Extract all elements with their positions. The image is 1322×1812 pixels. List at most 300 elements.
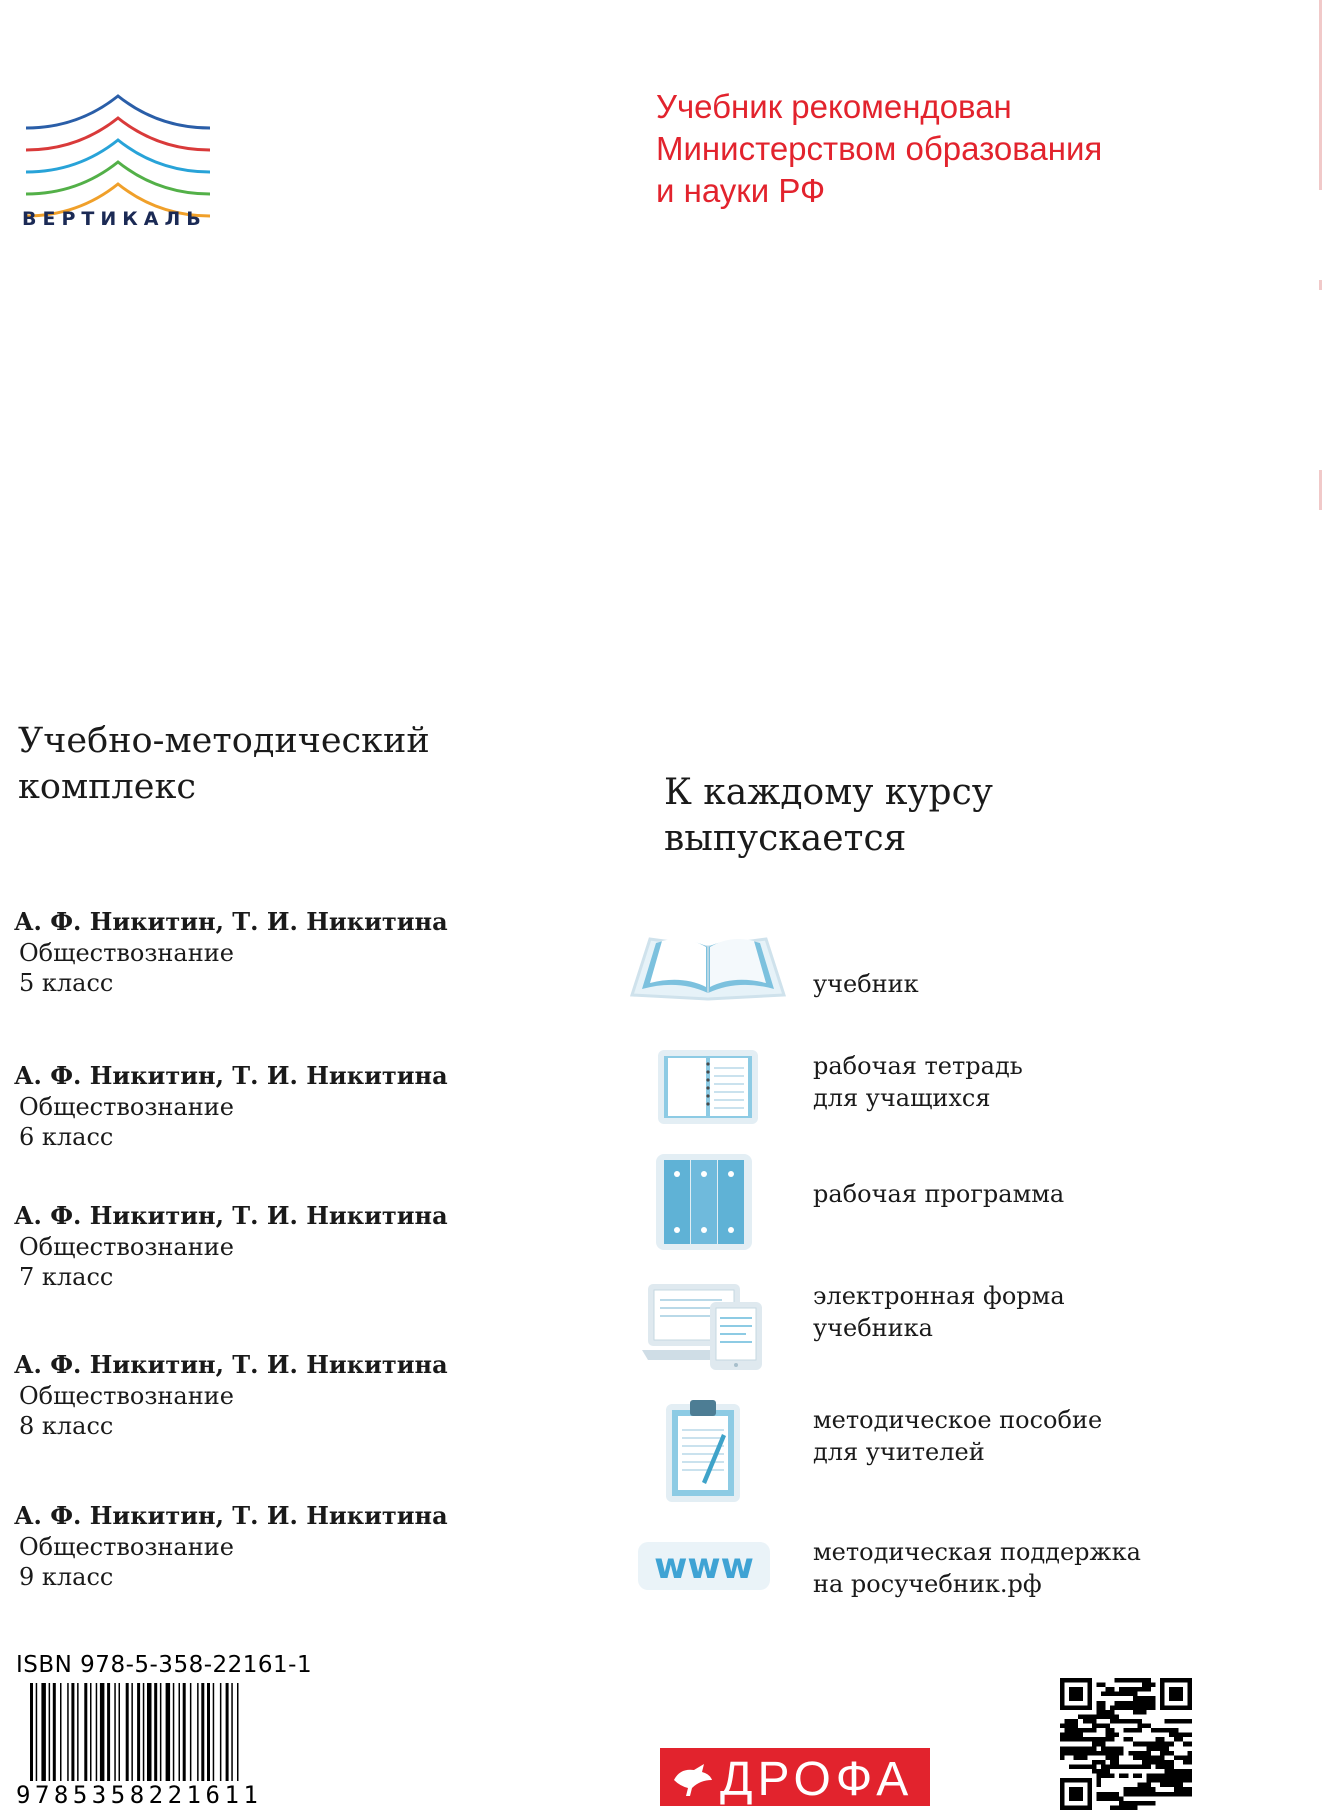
barcode-bar: [107, 1683, 110, 1795]
barcode-bar: [137, 1683, 140, 1795]
qr-module: [1115, 1751, 1120, 1756]
qr-module: [1087, 1728, 1092, 1733]
qr-module: [1133, 1742, 1138, 1747]
qr-module: [1074, 1755, 1079, 1760]
qr-module: [1174, 1733, 1179, 1738]
qr-module: [1069, 1764, 1074, 1769]
qr-module: [1160, 1742, 1165, 1747]
qr-module: [1087, 1751, 1092, 1756]
qr-module: [1078, 1737, 1083, 1742]
qr-module: [1106, 1774, 1111, 1779]
book-entry: [14, 906, 534, 998]
complex-title-line: Учебно-методический: [18, 721, 430, 761]
qr-module: [1187, 1774, 1192, 1779]
qr-module: [1165, 1760, 1170, 1765]
qr-module: [1101, 1692, 1106, 1697]
qr-module: [1133, 1701, 1138, 1706]
qr-module: [1133, 1801, 1138, 1806]
qr-module: [1110, 1719, 1115, 1724]
qr-module: [1183, 1778, 1188, 1783]
barcode-bar: [147, 1683, 152, 1795]
barcode-bar: [220, 1683, 222, 1795]
qr-module: [1183, 1774, 1188, 1779]
qr-module: [1065, 1728, 1070, 1733]
qr-module: [1137, 1701, 1142, 1706]
qr-module: [1151, 1755, 1156, 1760]
qr-module: [1146, 1787, 1151, 1792]
qr-module: [1092, 1760, 1097, 1765]
qr-module: [1178, 1769, 1183, 1774]
qr-module: [1092, 1746, 1097, 1751]
qr-module: [1142, 1724, 1147, 1729]
book-author: А. Ф. Никитин, Т. И. Никитина: [14, 907, 448, 936]
qr-module: [1169, 1778, 1174, 1783]
course-title-line: выпускается: [664, 818, 907, 859]
qr-module: [1124, 1692, 1129, 1697]
qr-module: [1106, 1728, 1111, 1733]
qr-module: [1137, 1724, 1142, 1729]
qr-module: [1106, 1724, 1111, 1729]
qr-module: [1137, 1764, 1142, 1769]
qr-module: [1096, 1792, 1101, 1797]
barcode-bar: [154, 1683, 157, 1795]
qr-module: [1133, 1774, 1138, 1779]
qr-module: [1101, 1751, 1106, 1756]
barcode-bar: [53, 1683, 56, 1795]
qr-module: [1137, 1728, 1142, 1733]
book-subject: Обществознание: [19, 1233, 234, 1261]
qr-module: [1169, 1783, 1174, 1788]
qr-module: [1110, 1705, 1115, 1710]
qr-module: [1165, 1728, 1170, 1733]
qr-module: [1160, 1728, 1165, 1733]
qr-module: [1151, 1705, 1156, 1710]
qr-module: [1151, 1792, 1156, 1797]
qr-module: [1178, 1733, 1183, 1738]
qr-module: [1092, 1751, 1097, 1756]
qr-module: [1142, 1742, 1147, 1747]
resource-label-line: учебника: [813, 1314, 933, 1342]
resource-label: [813, 1404, 1243, 1468]
qr-module: [1146, 1705, 1151, 1710]
qr-module: [1078, 1714, 1083, 1719]
qr-module: [1096, 1705, 1101, 1710]
qr-module: [1106, 1792, 1111, 1797]
qr-module: [1106, 1751, 1111, 1756]
qr-module: [1151, 1760, 1156, 1765]
qr-module: [1183, 1742, 1188, 1747]
qr-module: [1178, 1755, 1183, 1760]
qr-module: [1101, 1737, 1106, 1742]
qr-module: [1115, 1805, 1120, 1810]
logo-text: ВЕРТИКАЛЬ: [22, 208, 207, 230]
www-icon: [638, 1540, 770, 1592]
qr-module: [1133, 1787, 1138, 1792]
qr-module: [1146, 1746, 1151, 1751]
qr-module: [1178, 1787, 1183, 1792]
qr-module: [1178, 1737, 1183, 1742]
barcode-bar: [197, 1683, 199, 1795]
qr-module: [1133, 1678, 1138, 1683]
qr-module: [1124, 1687, 1129, 1692]
qr-module: [1096, 1714, 1101, 1719]
qr-module: [1178, 1783, 1183, 1788]
qr-module: [1178, 1778, 1183, 1783]
qr-module: [1115, 1796, 1120, 1801]
qr-module: [1101, 1742, 1106, 1747]
qr-module: [1151, 1774, 1156, 1779]
qr-module: [1137, 1755, 1142, 1760]
qr-module: [1137, 1801, 1142, 1806]
qr-module: [1160, 1778, 1165, 1783]
qr-module: [1187, 1760, 1192, 1765]
qr-module: [1074, 1737, 1079, 1742]
barcode-bar: [160, 1683, 162, 1795]
qr-module: [1115, 1705, 1120, 1710]
qr-module: [1110, 1746, 1115, 1751]
qr-module: [1106, 1714, 1111, 1719]
qr-module: [1106, 1737, 1111, 1742]
qr-module: [1110, 1774, 1115, 1779]
qr-module: [1137, 1742, 1142, 1747]
qr-module: [1092, 1737, 1097, 1742]
qr-module: [1165, 1719, 1170, 1724]
qr-module: [1078, 1733, 1083, 1738]
qr-module: [1119, 1705, 1124, 1710]
qr-module: [1096, 1783, 1101, 1788]
qr-module: [1187, 1792, 1192, 1797]
qr-module: [1137, 1687, 1142, 1692]
qr-module: [1151, 1683, 1156, 1688]
qr-module: [1151, 1778, 1156, 1783]
qr-module: [1110, 1714, 1115, 1719]
qr-module: [1146, 1764, 1151, 1769]
qr-module: [1169, 1687, 1183, 1701]
book-author: А. Ф. Никитин, Т. И. Никитина: [14, 1061, 448, 1090]
qr-module: [1083, 1719, 1088, 1724]
barcode-bar: [190, 1683, 192, 1795]
qr-module: [1128, 1728, 1133, 1733]
qr-module: [1101, 1769, 1106, 1774]
qr-module: [1106, 1733, 1111, 1738]
barcode-bar: [166, 1683, 171, 1795]
qr-module: [1174, 1769, 1179, 1774]
resource-label-line: для учителей: [813, 1438, 985, 1466]
qr-module: [1110, 1760, 1115, 1765]
barcode-bar: [96, 1683, 98, 1795]
qr-module: [1106, 1796, 1111, 1801]
qr-module: [1169, 1792, 1174, 1797]
qr-module: [1124, 1801, 1129, 1806]
qr-module: [1151, 1801, 1156, 1806]
qr-module: [1169, 1774, 1174, 1779]
qr-module: [1096, 1778, 1101, 1783]
barcode-bar: [173, 1683, 175, 1795]
qr-module: [1096, 1683, 1101, 1688]
qr-module: [1165, 1769, 1170, 1774]
qr-module: [1124, 1719, 1129, 1724]
qr-module: [1078, 1751, 1083, 1756]
recommendation-line: Учебник рекомендован: [656, 88, 1012, 125]
qr-module: [1115, 1733, 1120, 1738]
qr-module: [1160, 1746, 1165, 1751]
qr-module: [1101, 1764, 1106, 1769]
book-grade: 8 класс: [19, 1412, 114, 1440]
qr-module: [1101, 1760, 1106, 1765]
resource-label-line: рабочая программа: [813, 1180, 1065, 1208]
qr-module: [1119, 1764, 1124, 1769]
qr-module: [1151, 1728, 1156, 1733]
qr-module: [1101, 1774, 1106, 1779]
qr-module: [1128, 1805, 1133, 1810]
qr-module: [1087, 1714, 1092, 1719]
qr-module: [1137, 1710, 1142, 1715]
qr-module: [1160, 1764, 1165, 1769]
qr-module: [1115, 1714, 1120, 1719]
qr-module: [1160, 1774, 1165, 1779]
qr-module: [1069, 1751, 1074, 1756]
resource-label-line: электронная форма: [813, 1282, 1065, 1310]
qr-module: [1128, 1687, 1133, 1692]
qr-module: [1128, 1787, 1133, 1792]
qr-module: [1156, 1774, 1161, 1779]
qr-module: [1124, 1805, 1129, 1810]
qr-module: [1069, 1746, 1074, 1751]
qr-module: [1165, 1742, 1170, 1747]
qr-module: [1106, 1746, 1111, 1751]
qr-module: [1165, 1746, 1170, 1751]
barcode-bar: [60, 1683, 62, 1795]
qr-module: [1128, 1801, 1133, 1806]
qr-module: [1110, 1764, 1115, 1769]
qr-module: [1083, 1728, 1088, 1733]
book-entry: [14, 1500, 534, 1592]
qr-module: [1119, 1678, 1124, 1683]
qr-module: [1074, 1719, 1079, 1724]
qr-module: [1083, 1714, 1088, 1719]
qr-module: [1178, 1774, 1183, 1779]
qr-module: [1174, 1737, 1179, 1742]
barcode-bar: [114, 1683, 116, 1795]
qr-module: [1142, 1751, 1147, 1756]
qr-module: [1187, 1778, 1192, 1783]
qr-module: [1128, 1751, 1133, 1756]
qr-module: [1137, 1792, 1142, 1797]
barcode-bar: [67, 1683, 69, 1795]
barcode-bar: [213, 1683, 215, 1795]
book-subject: Обществознание: [19, 1093, 234, 1121]
qr-module: [1169, 1751, 1174, 1756]
qr-module: [1142, 1801, 1147, 1806]
qr-module: [1174, 1778, 1179, 1783]
book-grade: 6 класс: [19, 1123, 114, 1151]
qr-module: [1133, 1710, 1138, 1715]
qr-module: [1074, 1728, 1079, 1733]
complex-title: [18, 718, 518, 810]
resource-label-line: на росучебник.рф: [813, 1570, 1042, 1598]
qr-module: [1128, 1705, 1133, 1710]
resource-label-line: методическая поддержка: [813, 1538, 1141, 1566]
qr-module: [1146, 1696, 1151, 1701]
qr-module: [1069, 1724, 1074, 1729]
resource-label: [813, 1280, 1243, 1344]
qr-module: [1106, 1764, 1111, 1769]
qr-module: [1128, 1719, 1133, 1724]
qr-module: [1096, 1796, 1101, 1801]
resource-label: [813, 1050, 1243, 1114]
qr-module: [1156, 1746, 1161, 1751]
qr-module: [1115, 1746, 1120, 1751]
qr-module: [1106, 1692, 1111, 1697]
qr-module: [1133, 1728, 1138, 1733]
qr-module: [1096, 1751, 1101, 1756]
qr-module: [1133, 1755, 1138, 1760]
qr-module: [1174, 1783, 1179, 1788]
qr-module: [1174, 1728, 1179, 1733]
qr-module: [1160, 1792, 1165, 1797]
qr-module: [1169, 1733, 1174, 1738]
book-author: А. Ф. Никитин, Т. И. Никитина: [14, 1350, 448, 1379]
barcode-bar: [36, 1683, 38, 1795]
qr-module: [1110, 1755, 1115, 1760]
qr-module: [1124, 1701, 1129, 1706]
clipboard-icon: [664, 1396, 742, 1504]
qr-module: [1078, 1728, 1083, 1733]
qr-module: [1115, 1719, 1120, 1724]
qr-module: [1101, 1724, 1106, 1729]
qr-module: [1160, 1755, 1165, 1760]
qr-module: [1110, 1692, 1115, 1697]
barcode-bar: [126, 1683, 129, 1795]
book-entry: [14, 1200, 534, 1292]
barcode-bar: [226, 1683, 229, 1795]
qr-module: [1160, 1783, 1165, 1788]
qr-module: [1069, 1687, 1083, 1701]
barcode-bar: [231, 1683, 233, 1795]
resource-label-line: для учащихся: [813, 1084, 991, 1112]
qr-module: [1124, 1774, 1129, 1779]
qr-module: [1119, 1801, 1124, 1806]
bird-icon: [670, 1758, 716, 1798]
barcode-digits: 9785358221611: [16, 1781, 263, 1809]
qr-module: [1101, 1705, 1106, 1710]
qr-module: [1092, 1714, 1097, 1719]
qr-module: [1156, 1755, 1161, 1760]
barcode-bar: [183, 1683, 186, 1795]
qr-module: [1142, 1783, 1147, 1788]
qr-module: [1124, 1705, 1129, 1710]
qr-module: [1137, 1678, 1142, 1683]
qr-module: [1115, 1692, 1120, 1697]
qr-module: [1133, 1687, 1138, 1692]
qr-module: [1151, 1746, 1156, 1751]
qr-module: [1110, 1792, 1115, 1797]
recommendation-line: Министерством образования: [656, 130, 1103, 167]
qr-module: [1146, 1778, 1151, 1783]
qr-module: [1087, 1746, 1092, 1751]
publisher-name: ДРОФА: [720, 1753, 914, 1806]
qr-module: [1165, 1764, 1170, 1769]
book-author: А. Ф. Никитин, Т. И. Никитина: [14, 1201, 448, 1230]
qr-module: [1133, 1805, 1138, 1810]
qr-module: [1069, 1719, 1074, 1724]
resource-label-line: рабочая тетрадь: [813, 1052, 1023, 1080]
qr-module: [1146, 1801, 1151, 1806]
qr-module: [1110, 1733, 1115, 1738]
www-text: www: [654, 1546, 754, 1587]
barcode-bar: [131, 1683, 133, 1795]
qr-module: [1083, 1746, 1088, 1751]
book-grade: 5 класс: [19, 969, 114, 997]
qr-module: [1146, 1755, 1151, 1760]
qr-module: [1060, 1746, 1065, 1751]
qr-module: [1065, 1737, 1070, 1742]
qr-module: [1183, 1733, 1188, 1738]
qr-module: [1106, 1755, 1111, 1760]
qr-module: [1178, 1792, 1183, 1797]
qr-module: [1074, 1724, 1079, 1729]
qr-module: [1092, 1719, 1097, 1724]
qr-module: [1156, 1728, 1161, 1733]
qr-module: [1106, 1687, 1111, 1692]
qr-module: [1087, 1764, 1092, 1769]
qr-module: [1096, 1710, 1101, 1715]
qr-module: [1133, 1764, 1138, 1769]
qr-module: [1078, 1764, 1083, 1769]
qr-module: [1169, 1769, 1174, 1774]
qr-module: [1069, 1728, 1074, 1733]
qr-module: [1128, 1792, 1133, 1797]
qr-module: [1119, 1796, 1124, 1801]
qr-module: [1083, 1751, 1088, 1756]
qr-module: [1119, 1805, 1124, 1810]
qr-module: [1133, 1751, 1138, 1756]
qr-module: [1187, 1733, 1192, 1738]
qr-module: [1119, 1751, 1124, 1756]
qr-module: [1165, 1783, 1170, 1788]
qr-module: [1146, 1792, 1151, 1797]
qr-module: [1065, 1746, 1070, 1751]
qr-module: [1142, 1755, 1147, 1760]
qr-module: [1183, 1719, 1188, 1724]
book-author: А. Ф. Никитин, Т. И. Никитина: [14, 1501, 448, 1530]
qr-module: [1101, 1701, 1106, 1706]
qr-module: [1074, 1764, 1079, 1769]
qr-module: [1174, 1755, 1179, 1760]
qr-code: [1060, 1678, 1192, 1810]
qr-module: [1128, 1678, 1133, 1683]
qr-module: [1146, 1783, 1151, 1788]
book-entry: [14, 1349, 534, 1441]
notebook-icon: [656, 1048, 760, 1126]
qr-module: [1142, 1701, 1147, 1706]
devices-icon: [642, 1280, 766, 1372]
qr-module: [1110, 1751, 1115, 1756]
qr-module: [1096, 1701, 1101, 1706]
recommendation-text: [656, 86, 1216, 212]
qr-module: [1146, 1742, 1151, 1747]
qr-module: [1115, 1755, 1120, 1760]
qr-module: [1146, 1724, 1151, 1729]
qr-module: [1169, 1764, 1174, 1769]
qr-module: [1119, 1746, 1124, 1751]
qr-module: [1142, 1764, 1147, 1769]
barcode-bar: [119, 1683, 121, 1795]
barcode-bar: [71, 1683, 74, 1795]
isbn-text: ISBN 978-5-358-22161-1: [16, 1652, 313, 1678]
qr-module: [1060, 1724, 1065, 1729]
qr-module: [1174, 1774, 1179, 1779]
